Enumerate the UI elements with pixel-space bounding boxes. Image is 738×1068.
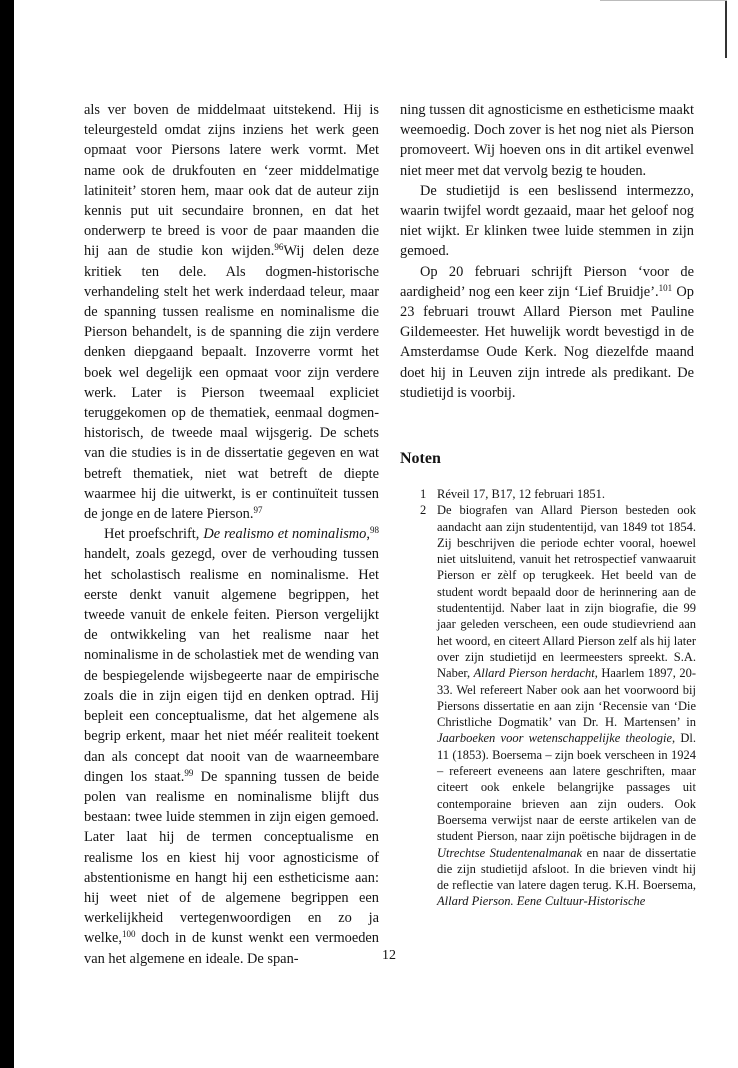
paragraph [84, 100, 379, 524]
note-number: 2 [420, 503, 427, 518]
text-run: handelt, zoals gezegd, over de verhouding tussen het scholastisch realisme en nominalisme. Het eerste denkt vanuit algemene begrippen, het tweede vanuit de enkele feiten. Pierson vergelijkt de ontwikkeling van het realisme naar het nominalisme in de scholastiek met de wending van de bespiegelende wijsbegeerte naar de empirische zoals die in zijn eigen tijd en denken optrad. Hij bepleit een conceptualisme, dat het algemene als begrip erkent, maar het niet méér realiteit toekent dan als concept dat nooit van de waarneembare dingen los staat. [84, 546, 379, 785]
footnote-ref: 101 [658, 282, 673, 293]
footnote-ref: 100 [121, 929, 136, 940]
crop-mark [725, 0, 727, 58]
book-title: Utrechtse Studentenalmanak [437, 845, 583, 860]
note-item [420, 502, 696, 909]
right-column [400, 100, 694, 403]
paragraph [84, 524, 379, 968]
text-run: , [366, 526, 370, 543]
notes-heading: Noten [400, 450, 441, 467]
note-item [420, 486, 696, 502]
note-text: De biografen van Allard Pierson besteden ook aandacht aan zijn studententijd, van 1849 tot 1854. Zij beschrijven die periode echter vooral, hoewel niet uitsluitend, vanuit het retrospectief vanwaaruit Pierson er zèlf op terugkeek. Het beeld van de student wordt bepaald door de herinnering aan de studententijd. Naber laat in zijn biografie, die 99 jaar geleden verscheen, een oude studievriend aan het woord, en citeert Allard Pierson zelf als hij later over zijn studietijd en leermeesters spreekt. S.A. Naber, [437, 503, 696, 681]
paragraph [400, 262, 694, 403]
text-run: doch in de kunst wenkt een vermoeden van het algemene en ideale. De span- [84, 930, 379, 967]
footnote-ref: 96 [274, 242, 284, 253]
note-text: Réveil 17, B17, 12 februari 1851. [437, 487, 606, 501]
text-run: als ver boven de middelmaat uitstekend. Hij is teleurgesteld omdat zijns inziens het werk geen opmaat voor Piersons latere werk vormt. Met name ook de drukfouten en ‘zeer middelmatige latiniteit’ storen hem, maar ook dat de auteur zijn kennis put uit secundaire bronnen, en dat het onderwerp te breed is voor de paar maanden die hij aan de studie kon wijden. [84, 102, 379, 260]
note-number: 1 [420, 487, 427, 501]
book-title: Jaarboeken voor wetenschappelijke theologie [437, 731, 673, 746]
paragraph: ning tussen dit agnosticisme en estheticisme maakt weemoedig. Doch zover is het nog niet als Pierson promoveert. Wij hoeven ons in dit artikel evenwel niet meer met dat vervolg bezig te houden. [400, 102, 694, 179]
text-run: Het proefschrift, [104, 526, 204, 543]
text-run: Op 20 februari schrijft Pierson ‘voor de aardigheid’ nog een keer zijn ‘Lief Bruidje’. [400, 263, 694, 300]
book-title: Allard Pierson. Eene Cultuur-Historische [437, 894, 646, 909]
notes-list [420, 486, 696, 910]
book-title: Allard Pierson herdacht [473, 666, 595, 681]
text-run: Wij delen deze kritiek ten dele. Als dogmen-historische verhandeling stelt het werk inderdaad teleur, maar de spanning tussen realisme en nominalisme die Pierson behandelt, is de spanning die zijn verdere denken diepgaand bepaalt. Inzoverre vormt het boek wel degelijk een opmaat voor zijn verdere werk. Later is Pierson tweemaal expliciet teruggekomen op de thematiek, eenmaal dogmen-historisch, de tweede maal wijsgerig. De schets van die studies is in de dissertatie gegeven en wat betreft thematiek, niet wat betreft de diepte waarmee hij die uitwerkt, is er continuïteit tussen de jonge en de latere Pierson. [84, 243, 379, 523]
text-run: De spanning tussen de beide polen van realisme en nominalisme blijft dus bestaan: twee luide stemmen in zijn eigen gemoed. Later laat hij de termen conceptualisme en realisme los en kiest hij voor agnosticisme of abstentionisme en hangt hij een estheticisme aan: hij weet niet of de algemene begrippen een werkelijkheid vertegenwoordigen en zo ja welke, [84, 768, 380, 947]
left-column [84, 100, 379, 969]
footnote-ref: 98 [370, 525, 379, 536]
crop-mark [600, 0, 727, 1]
text-run: Op 23 februari trouwt Allard Pierson met Pauline Gildemeester. Het huwelijk wordt bevestigd in de Amsterdamse Oude Kerk. Nog diezelfde maand doet hij in Leuven zijn intrede als predikant. De studietijd is voorbij. [400, 283, 695, 401]
note-text: , Dl. 11 (1853). Boersema – zijn boek verscheen in 1924 – refereert eveneens aan latere geschriften, maar citeert ook enkele belangrijke passages uit contemporaine brieven aan zijn ouders. Ook Boersema verwijst naar de eerste artikelen van de student Pierson, naar zijn poëtische bijdragen in de [437, 731, 696, 844]
page-number: 12 [382, 948, 396, 963]
scan-border [0, 0, 14, 1068]
footnote-ref: 97 [253, 505, 263, 516]
dissertation-title: De realismo et nominalismo [203, 526, 367, 543]
paragraph: De studietijd is een beslissend intermezzo, waarin twijfel wordt gezaaid, maar het geloof nog niet wijkt. Er klinken twee luide stemmen in zijn gemoed. [400, 182, 694, 260]
note-text: en naar de dissertatie die zijn studietijd afsloot. In die brieven vindt hij de reflectie van latere dagen terug. K.H. Boersema, [437, 845, 696, 893]
note-text: , Haarlem 1897, 20-33. Wel refereert Naber ook aan het voorwoord bij Piersons dissertatie en aan zijn ‘Recensie van ‘Die Christliche Dogmatik’ van Dr. H. Martensen’ in [437, 666, 696, 730]
footnote-ref: 99 [184, 767, 194, 778]
